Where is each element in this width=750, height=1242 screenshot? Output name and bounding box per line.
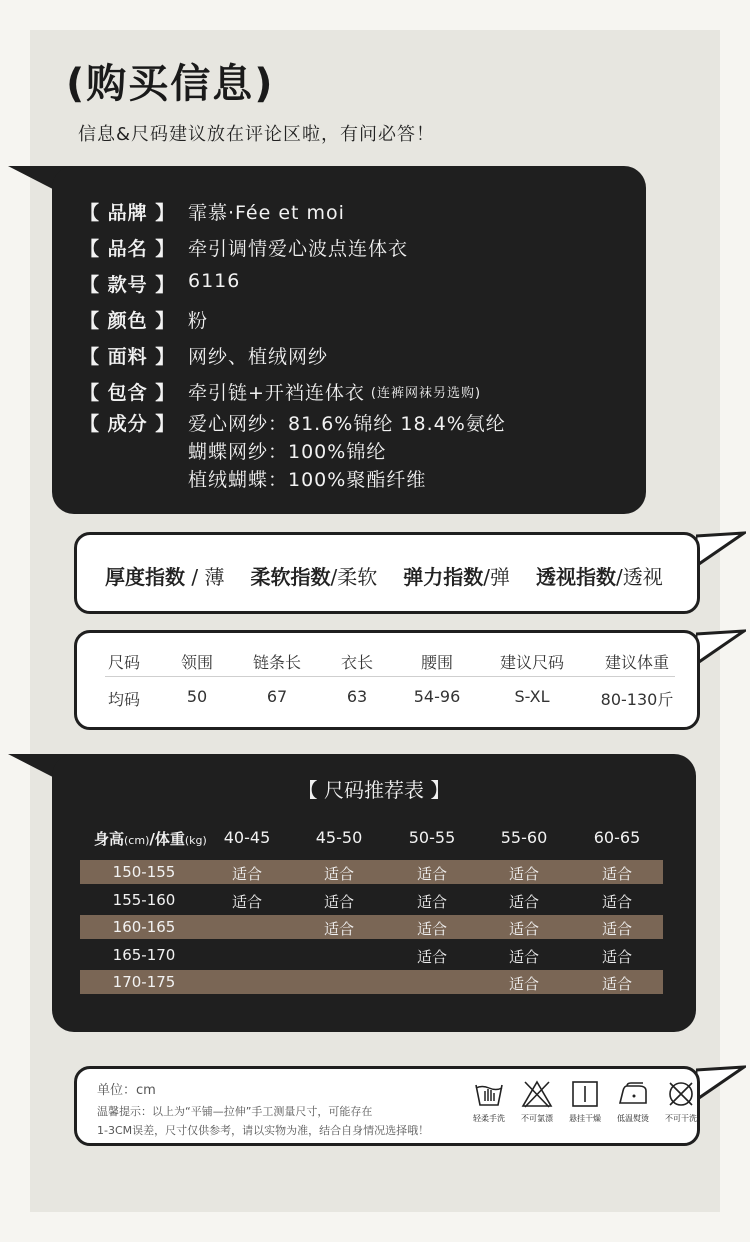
elasticity-index: 弹力指数/弹 [403,565,510,589]
fit-cell: 适合 [601,920,632,938]
recommend-row [80,970,663,994]
fabric-row [80,342,328,369]
page-subtitle: 信息&尺码建议放在评论区啦，有问必答！ [78,124,436,145]
no-dry-clean-icon: 不可干洗 [657,1079,705,1124]
fit-cell: 适合 [231,892,262,911]
height-weight-header: 身高(cm)/体重(kg) [94,830,207,848]
composition-label: 【 成分 】 [80,413,176,435]
measurement-note: 温馨提示：以上为“平铺—拉伸”手工测量尺寸，可能存在 1-3CM误差，尺寸仅供参考，请以实物为准，结合自身情况选择哦！ [97,1105,430,1137]
header-cell: 尺码 [107,653,140,672]
softness-index: 柔软指数/柔软 [250,565,378,589]
fit-cell: 适合 [508,975,539,993]
weight-header: 45-50 [315,828,363,847]
care-card [74,1066,700,1146]
size-recommendation-card [52,754,696,1032]
header-cell: 衣长 [340,653,373,672]
composition-line: 爱心网纱：81.6%锦纶 18.4%氨纶 [188,413,506,435]
header-cell: 领围 [180,653,213,672]
height-range: 160-165 [112,918,176,936]
fit-cell: 适合 [416,920,447,938]
fit-cell: 适合 [416,865,447,883]
style-value: 6116 [188,270,241,292]
product-info-card [52,166,646,514]
package-label: 【 包含 】 [80,382,176,404]
fit-cell: 适合 [416,892,447,911]
low-iron-icon: 低温熨烫 [609,1079,657,1124]
unit-text: 单位：cm [97,1083,156,1098]
row-cell: 54-96 [413,687,461,706]
fit-cell: 适合 [601,947,632,966]
size-table-divider [105,676,675,677]
weight-header: 40-45 [223,828,271,847]
height-range: 170-175 [112,973,176,991]
fabric-index-card [74,532,700,614]
fit-cell: 适合 [508,865,539,883]
height-range: 150-155 [112,863,176,881]
row-cell: 80-130斤 [600,690,674,709]
fit-cell: 适合 [508,920,539,938]
style-label: 【 款号 】 [80,274,176,296]
thickness-index: 厚度指数 / 薄 [105,565,225,589]
height-range: 155-160 [112,890,176,909]
product-name-row [80,234,408,261]
fit-cell: 适合 [323,920,354,938]
hand-wash-icon: 轻柔手洗 [465,1079,513,1124]
row-cell: 67 [266,687,288,706]
index-bubble-tail [696,530,746,568]
fit-cell: 适合 [416,947,447,966]
product-name-label: 【 品名 】 [80,238,176,260]
fit-cell: 适合 [601,975,632,993]
color-value: 粉 [188,310,209,332]
recommend-row [80,915,663,939]
style-row [80,270,240,297]
color-label: 【 颜色 】 [80,310,176,332]
hang-dry-icon: 悬挂干燥 [561,1079,609,1124]
fabric-value: 网纱、植绒网纱 [188,346,329,368]
weight-header: 55-60 [500,828,548,847]
fit-cell: 适合 [508,892,539,911]
brand-row [80,198,345,225]
brand-label: 【 品牌 】 [80,202,176,224]
row-cell: 50 [186,687,208,706]
page-title: (购买信息) [66,61,275,107]
header-cell: 链条长 [252,653,301,672]
package-note: (连裤网袜另选购) [370,386,482,401]
fit-cell: 适合 [323,865,354,883]
care-icons [465,1079,705,1124]
fit-cell: 适合 [323,892,354,911]
header-cell: 建议体重 [604,653,669,672]
size-bubble-tail [696,628,746,666]
fit-cell: 适合 [508,947,539,966]
index-list [105,561,689,590]
recommend-row [80,943,663,967]
recommend-title: 【 尺码推荐表 】 [297,778,451,802]
recommend-row [80,888,663,912]
row-cell: 63 [346,687,368,706]
row-cell: S-XL [514,687,550,706]
weight-header: 50-55 [408,828,456,847]
color-row [80,306,208,333]
fit-cell: 适合 [231,865,262,883]
row-cell: 均码 [107,690,140,709]
package-value: 牵引链+开裆连体衣 [188,382,365,404]
header-cell: 腰围 [420,653,453,672]
product-name-value: 牵引调情爱心波点连体衣 [188,238,409,260]
recommend-row [80,860,663,884]
brand-value: 霏慕·Fée et moi [188,202,345,224]
fit-cell: 适合 [601,865,632,883]
composition-row [80,410,506,494]
composition-line: 蝴蝶网纱：100%锦纶 [188,441,387,463]
transparency-index: 透视指数/透视 [535,565,663,589]
fit-cell: 适合 [601,892,632,911]
package-row [80,378,481,405]
no-bleach-icon: 不可氯漂 [513,1079,561,1124]
weight-header: 60-65 [593,828,641,847]
height-range: 165-170 [112,945,176,964]
header-cell: 建议尺码 [499,653,564,672]
fabric-label: 【 面料 】 [80,346,176,368]
composition-line: 植绒蝴蝶：100%聚酯纤维 [188,469,427,491]
size-table [74,630,700,730]
